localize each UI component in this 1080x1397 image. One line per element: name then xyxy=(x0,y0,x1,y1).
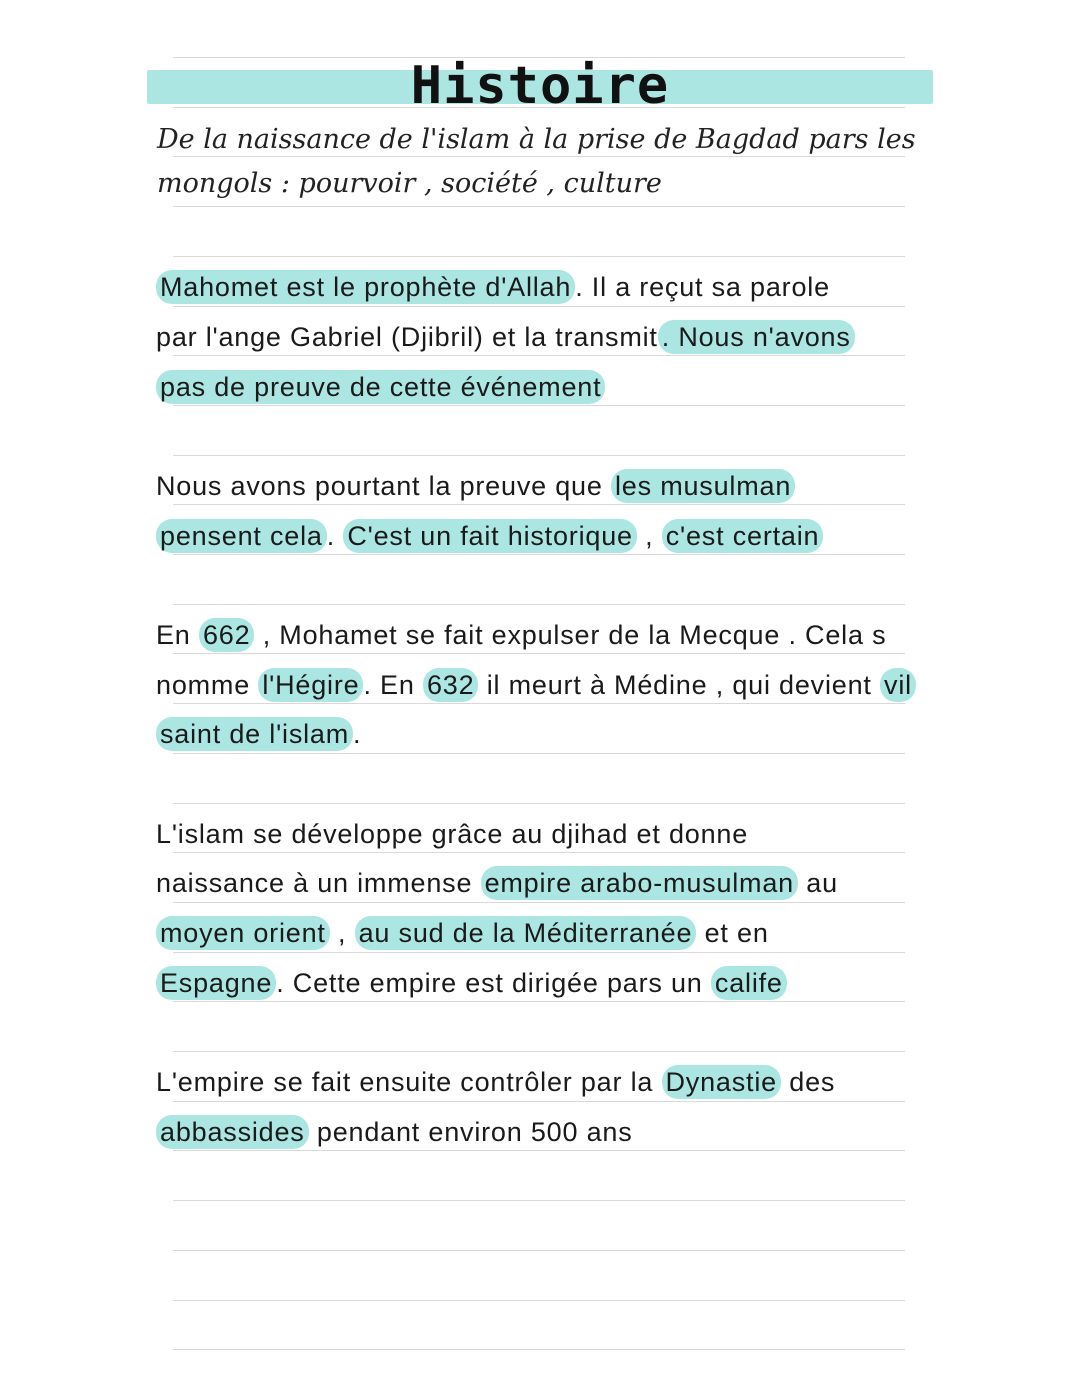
highlighted-text: Espagne xyxy=(156,966,276,1000)
note-line xyxy=(156,617,886,653)
ruled-line xyxy=(173,653,905,654)
text-segment: il meurt à Médine , qui devient xyxy=(478,670,881,700)
ruled-line xyxy=(173,405,905,406)
ruled-line xyxy=(173,1250,905,1251)
highlighted-text: pas de preuve de cette événement xyxy=(156,370,605,404)
note-line xyxy=(156,816,748,852)
ruled-line xyxy=(173,206,905,207)
text-segment: , xyxy=(329,918,355,948)
ruled-line xyxy=(173,1101,905,1102)
highlighted-text: . Nous n'avons xyxy=(658,320,855,354)
note-line xyxy=(156,915,769,951)
text-segment: . Il a reçut sa parole xyxy=(575,272,830,302)
ruled-line xyxy=(173,455,905,456)
note-line xyxy=(156,518,823,554)
highlighted-text: empire arabo-musulman xyxy=(481,866,798,900)
note-line xyxy=(156,667,916,703)
highlighted-text: vil xyxy=(880,668,916,702)
highlighted-text: moyen orient xyxy=(156,916,330,950)
subtitle-line: De la naissance de l'islam à la prise de Bagdad pars les xyxy=(157,124,916,155)
text-segment: . xyxy=(326,521,344,551)
note-line xyxy=(156,865,838,901)
subtitle-line: mongols : pourvoir , société , culture xyxy=(157,168,662,199)
ruled-line xyxy=(173,803,905,804)
note-line xyxy=(156,716,361,752)
ruled-line xyxy=(173,902,905,903)
note-line xyxy=(156,468,795,504)
ruled-line xyxy=(173,1300,905,1301)
ruled-line xyxy=(173,703,905,704)
ruled-line xyxy=(173,256,905,257)
ruled-line xyxy=(173,1150,905,1151)
text-segment: , xyxy=(636,521,662,551)
text-segment: En xyxy=(156,620,199,650)
ruled-line xyxy=(173,1001,905,1002)
text-segment: par l'ange Gabriel (Djibril) et la transmit xyxy=(156,322,658,352)
text-segment: . En xyxy=(363,670,423,700)
text-segment: des xyxy=(780,1067,836,1097)
text-segment: , Mohamet se fait expulser de la Mecque . Cela s xyxy=(254,620,887,650)
note-line xyxy=(156,319,855,355)
note-line xyxy=(156,269,830,305)
page-title: Histoire xyxy=(410,56,670,116)
ruled-line xyxy=(173,1200,905,1201)
highlighted-text: Dynastie xyxy=(662,1065,781,1099)
highlighted-text: C'est un fait historique xyxy=(343,519,637,553)
ruled-line xyxy=(173,504,905,505)
ruled-line xyxy=(173,604,905,605)
ruled-line xyxy=(173,753,905,754)
highlighted-text: 662 xyxy=(199,618,254,652)
note-line xyxy=(156,965,787,1001)
ruled-line xyxy=(173,1349,905,1350)
text-segment: Nous avons pourtant la preuve que xyxy=(156,471,611,501)
ruled-line xyxy=(173,306,905,307)
note-line xyxy=(156,369,605,405)
highlighted-text: Mahomet est le prophète d'Allah xyxy=(156,270,575,304)
highlighted-text: abbassides xyxy=(156,1115,309,1149)
highlighted-text: 632 xyxy=(423,668,478,702)
ruled-line xyxy=(173,156,905,157)
ruled-line xyxy=(173,355,905,356)
note-line xyxy=(156,1064,835,1100)
highlighted-text: calife xyxy=(711,966,787,1000)
text-segment: pendant environ 500 ans xyxy=(308,1117,633,1147)
text-segment: nomme xyxy=(156,670,259,700)
text-segment: au xyxy=(798,868,838,898)
highlighted-text: c'est certain xyxy=(662,519,824,553)
ruled-line xyxy=(173,952,905,953)
ruled-line xyxy=(173,1051,905,1052)
highlighted-text: les musulman xyxy=(611,469,795,503)
note-line xyxy=(156,1114,633,1150)
text-segment: . xyxy=(353,719,362,749)
ruled-line xyxy=(173,554,905,555)
highlighted-text: au sud de la Méditerranée xyxy=(355,916,697,950)
highlighted-text: saint de l'islam xyxy=(156,717,353,751)
text-segment: L'empire se fait ensuite contrôler par la xyxy=(156,1067,662,1097)
text-segment: . Cette empire est dirigée pars un xyxy=(276,968,711,998)
text-segment: naissance à un immense xyxy=(156,868,481,898)
text-segment: et en xyxy=(696,918,769,948)
ruled-line xyxy=(173,852,905,853)
title-wrap xyxy=(0,56,1080,116)
text-segment: L'islam se développe grâce au djihad et donne xyxy=(156,819,749,849)
highlighted-text: pensent cela xyxy=(156,519,327,553)
highlighted-text: l'Hégire xyxy=(258,668,363,702)
